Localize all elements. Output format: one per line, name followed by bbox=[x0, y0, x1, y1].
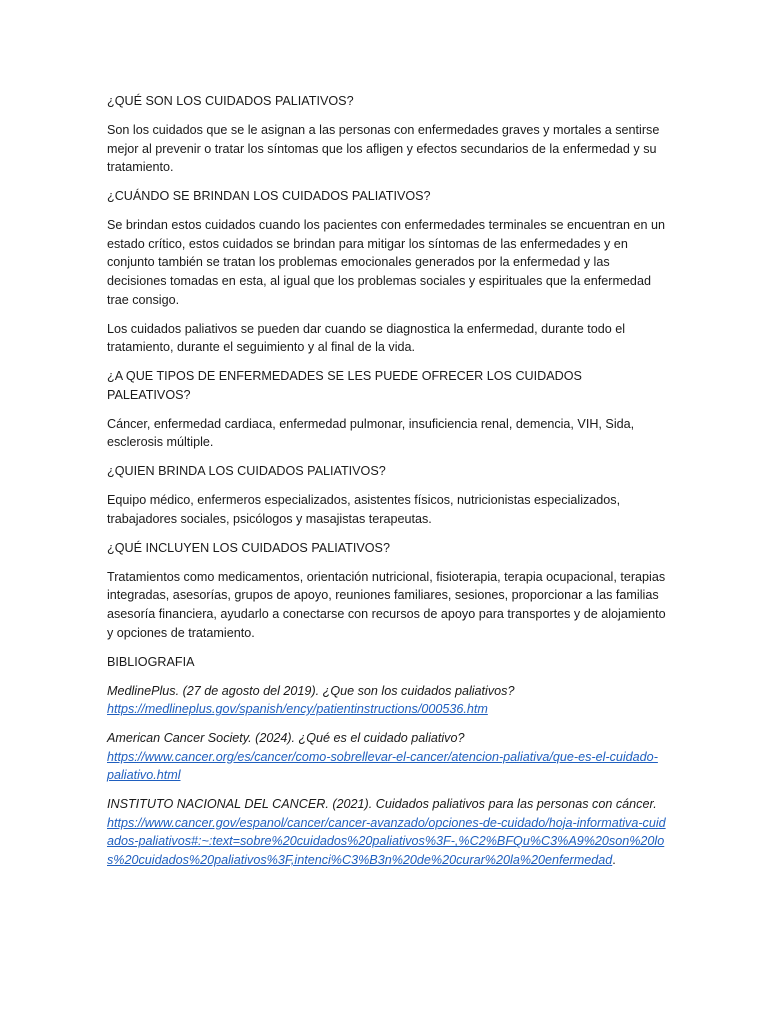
bibliography-heading: BIBLIOGRAFIA bbox=[107, 654, 195, 669]
reference-citation: INSTITUTO NACIONAL DEL CANCER. (2021). Cuidados paliativos para las personas con cáncer. bbox=[107, 797, 657, 812]
section-que-incluyen bbox=[107, 539, 668, 642]
section-cuando bbox=[107, 187, 668, 357]
reference-item bbox=[107, 682, 668, 719]
reference-citation: MedlinePlus. (27 de agosto del 2019). ¿Que son los cuidados paliativos? bbox=[107, 683, 515, 698]
reference-link[interactable]: https://medlineplus.gov/spanish/ency/patientinstructions/000536.htm bbox=[107, 702, 488, 717]
paragraph: Tratamientos como medicamentos, orientación nutricional, fisioterapia, terapia ocupacional, terapias integradas, asesorías, grupos de apoyo, reuniones familiares, sesiones, proporcionar a las familias asesoría financiera, ayudarlo a conectarse con recursos de apoyo para transportes y de alojamiento y opciones de tratamiento. bbox=[107, 569, 666, 640]
reference-link[interactable]: https://www.cancer.gov/espanol/cancer/cancer-avanzado/opciones-de-cuidado/hoja-informativa-cuidados-paliativos#:~:text=sobre%20cuidados%20paliativos%3F-,%C2%BFQu%C3%A9%20son%20los%20cuidados%20paliativos%3F,intenci%C3%B3n%20de%20curar%20la%20enfermedad bbox=[107, 815, 666, 868]
reference-item bbox=[107, 795, 668, 869]
paragraph: Los cuidados paliativos se pueden dar cuando se diagnostica la enfermedad, durante todo el tratamiento, durante el seguimiento y al final de la vida. bbox=[107, 321, 626, 355]
paragraph: Equipo médico, enfermeros especializados, asistentes físicos, nutricionistas especializados, trabajadores sociales, psicólogos y masajistas terapeutas. bbox=[107, 493, 621, 526]
reference-citation: American Cancer Society. (2024). ¿Qué es el cuidado paliativo? bbox=[107, 731, 465, 746]
bibliography bbox=[107, 653, 668, 870]
reference-item bbox=[107, 729, 668, 785]
section-tipos-enfermedades bbox=[107, 367, 668, 452]
reference-trail: . bbox=[612, 853, 616, 868]
paragraph: Se brindan estos cuidados cuando los pacientes con enfermedades terminales se encuentran en un estado crítico, estos cuidados se brindan para mitigar los síntomas de las enfermedades y en conjunto también se tratan los problemas emocionales generados por la enfermedad y las decisiones tomadas en esta, al igual que los problemas sociales y espirituales que la enfermedad trae consigo. bbox=[107, 218, 665, 307]
section-heading: ¿A QUE TIPOS DE ENFERMEDADES SE LES PUEDE OFRECER LOS CUIDADOS PALEATIVOS? bbox=[107, 369, 582, 402]
reference-link[interactable]: https://www.cancer.org/es/cancer/como-sobrellevar-el-cancer/atencion-paliativa/que-es-el-cuidado-paliativo.html bbox=[107, 749, 658, 783]
section-quien-brinda bbox=[107, 462, 668, 528]
section-heading: ¿CUÁNDO SE BRINDAN LOS CUIDADOS PALIATIVOS? bbox=[107, 189, 431, 204]
paragraph: Cáncer, enfermedad cardiaca, enfermedad pulmonar, insuficiencia renal, demencia, VIH, Sida, esclerosis múltiple. bbox=[107, 416, 635, 450]
section-que-son bbox=[107, 92, 668, 177]
paragraph: Son los cuidados que se le asignan a las personas con enfermedades graves y mortales a sentirse mejor al prevenir o tratar los síntomas que los afligen y efectos secundarios de la enfermedad y su tratamiento. bbox=[107, 122, 660, 175]
section-heading: ¿QUÉ SON LOS CUIDADOS PALIATIVOS? bbox=[107, 94, 354, 108]
section-heading: ¿QUIEN BRINDA LOS CUIDADOS PALIATIVOS? bbox=[107, 464, 386, 479]
section-heading: ¿QUÉ INCLUYEN LOS CUIDADOS PALIATIVOS? bbox=[107, 540, 390, 555]
